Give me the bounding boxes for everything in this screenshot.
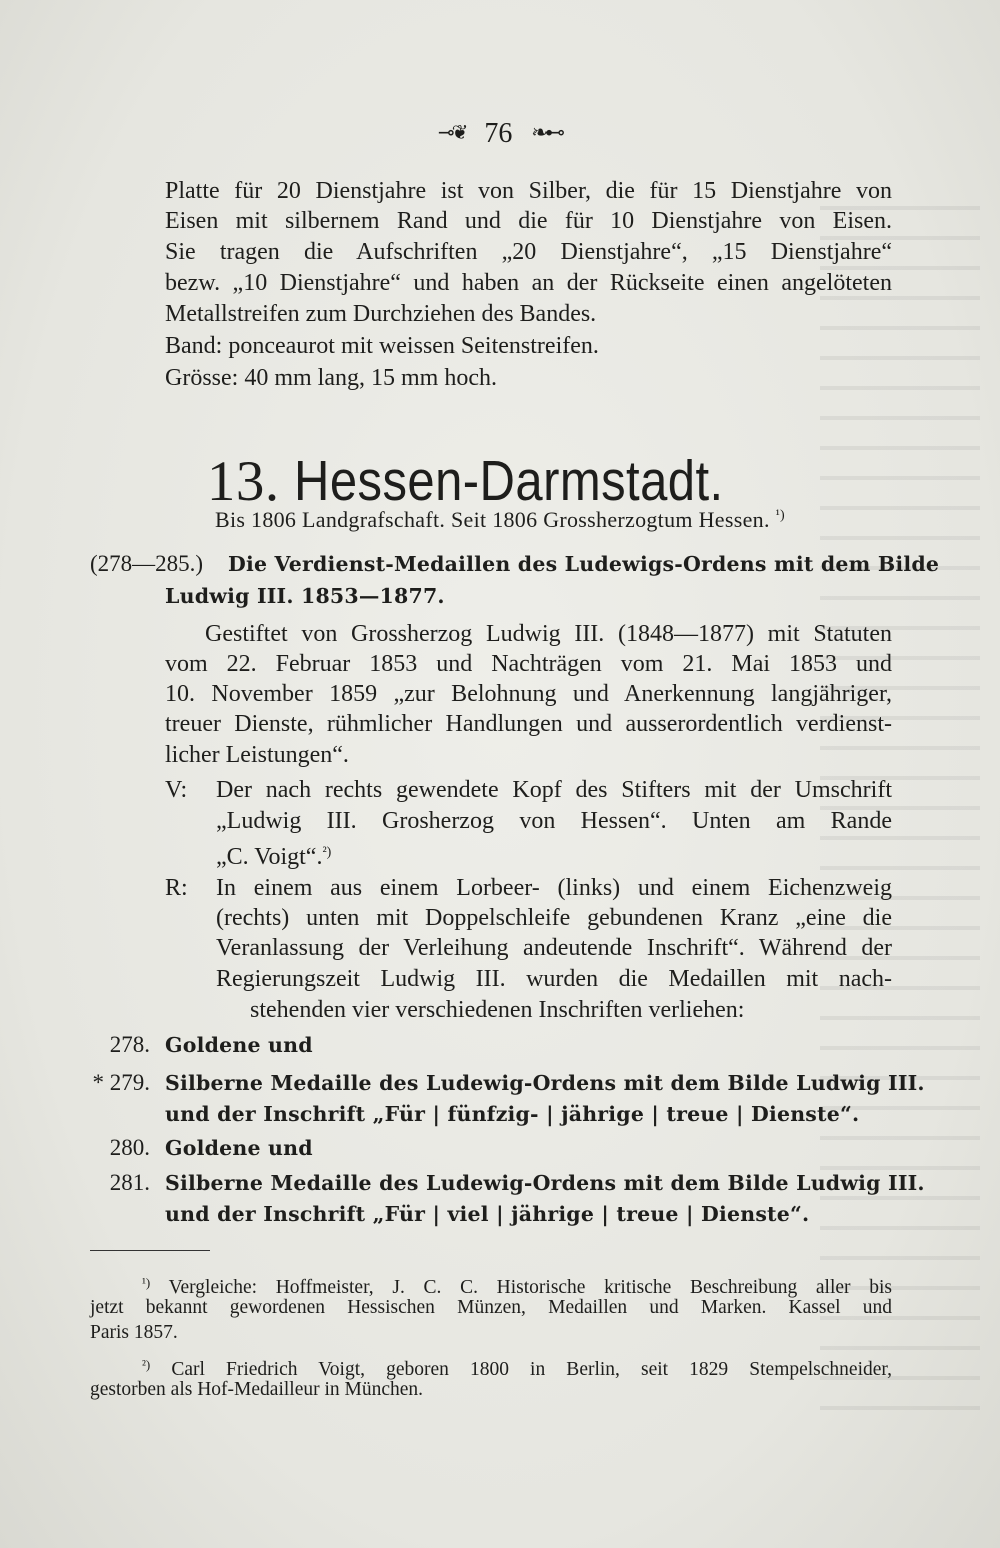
item-number: * 279. (92, 1070, 150, 1095)
footnote-ref: ¹) (775, 508, 786, 523)
reverse-line: Veranlassung der Verleihung andeutende Inschrift“. Während der (216, 935, 892, 961)
item-line: Goldene und (165, 1033, 313, 1057)
item-line: und der Inschrift „Für | fünfzig- | jährige | treue | Dienste“. (165, 1102, 860, 1126)
footnote-ref: ²) (322, 845, 332, 860)
reverse-line: (rechts) unten mit Doppelschleife gebundenen Kranz „eine die (216, 905, 892, 931)
item-number: 278. (109, 1032, 150, 1057)
entry-heading-line: Ludwig III. 1853—1877. (165, 584, 445, 608)
reverse-label: R: (165, 875, 188, 901)
obverse-line: Der nach rechts gewendete Kopf des Stifters mit der Umschrift (216, 777, 892, 803)
reverse-line: stehenden vier verschiedenen Inschriften verliehen: (250, 997, 745, 1023)
obverse-line-last (216, 838, 331, 872)
footnote-line: jetzt bekannt gewordenen Hessischen Münzen, Medaillen und Marken. Kassel und (90, 1297, 892, 1318)
item-line: und der Inschrift „Für | viel | jährige | treue | Dienste“. (165, 1202, 810, 1226)
intro-line: Sie tragen die Aufschriften „20 Dienstjahre“, „15 Dienstjahre“ (165, 239, 892, 265)
footnote-mark: ¹) (142, 1275, 151, 1290)
entry-heading-line: Die Verdienst-Medaillen des Ludewigs-Ordens mit dem Bilde (228, 552, 940, 576)
footnote-mark: ²) (142, 1357, 151, 1372)
obverse-line: „Ludwig III. Grosherzog von Hessen“. Unten am Rande (216, 808, 892, 834)
obverse-text: „C. Voigt“. (216, 844, 323, 870)
intro-line: Platte für 20 Dienstjahre ist von Silber, die für 15 Dienstjahre von (165, 178, 892, 204)
description-line: Gestiftet von Grossherzog Ludwig III. (1848—1877) mit Statuten (205, 621, 892, 647)
footnote-text: Vergleiche: Hoffmeister, J. C. C. Historische kritische Beschreibung aller bis (168, 1277, 892, 1298)
band-line: Band: ponceaurot mit weissen Seitenstreifen. (165, 333, 599, 359)
footnote-divider (90, 1250, 210, 1251)
intro-line: Metallstreifen zum Durchziehen des Bandes. (165, 301, 597, 327)
section-name: Hessen-Darmstadt. (293, 449, 724, 513)
description-line: licher Leistungen“. (165, 742, 349, 768)
entry-range: (278—285.) (90, 551, 204, 576)
reverse-line: Regierungszeit Ludwig III. wurden die Medaillen mit nach- (216, 966, 892, 992)
page-number: 76 (484, 118, 513, 149)
ornament-right-icon: ❧⊷ (531, 122, 563, 144)
section-subtitle-text: Bis 1806 Landgrafschaft. Seit 1806 Grossherzogtum Hessen. (214, 507, 770, 532)
section-number: 13. (206, 450, 280, 513)
description-line: treuer Dienste, rühmlicher Handlungen und ausserordentlich verdienst- (165, 711, 892, 737)
item-number: 280. (109, 1135, 150, 1160)
item-line: Silberne Medaille des Ludewig-Ordens mit dem Bilde Ludwig III. (165, 1171, 925, 1195)
footnote-line: Paris 1857. (90, 1322, 178, 1343)
description-line: 10. November 1859 „zur Belohnung und Anerkennung langjähriger, (165, 681, 892, 707)
groesse-line: Grösse: 40 mm lang, 15 mm hoch. (165, 365, 497, 391)
item-number: 281. (109, 1170, 150, 1195)
item-line: Goldene und (165, 1136, 313, 1160)
intro-line: bezw. „10 Dienstjahre“ und haben an der Rückseite einen angelöteten (165, 270, 892, 296)
obverse-label: V: (165, 777, 188, 803)
reverse-line: In einem aus einem Lorbeer- (links) und einem Eichenzweig (216, 875, 892, 901)
description-line: vom 22. Februar 1853 und Nachträgen vom 21. Mai 1853 und (165, 651, 892, 677)
intro-line: Eisen mit silbernem Rand und die für 10 Dienstjahre von Eisen. (165, 208, 892, 234)
section-subtitle (0, 507, 1000, 533)
footnote-text: Carl Friedrich Voigt, geboren 1800 in Berlin, seit 1829 Stempelschneider, (171, 1359, 892, 1380)
ornament-left-icon: ⊸❦ (437, 122, 466, 144)
footnote-line: gestorben als Hof-Medailleur in München. (90, 1379, 424, 1400)
item-line: Silberne Medaille des Ludewig-Ordens mit dem Bilde Ludwig III. (165, 1071, 925, 1095)
page-header (0, 118, 1000, 150)
